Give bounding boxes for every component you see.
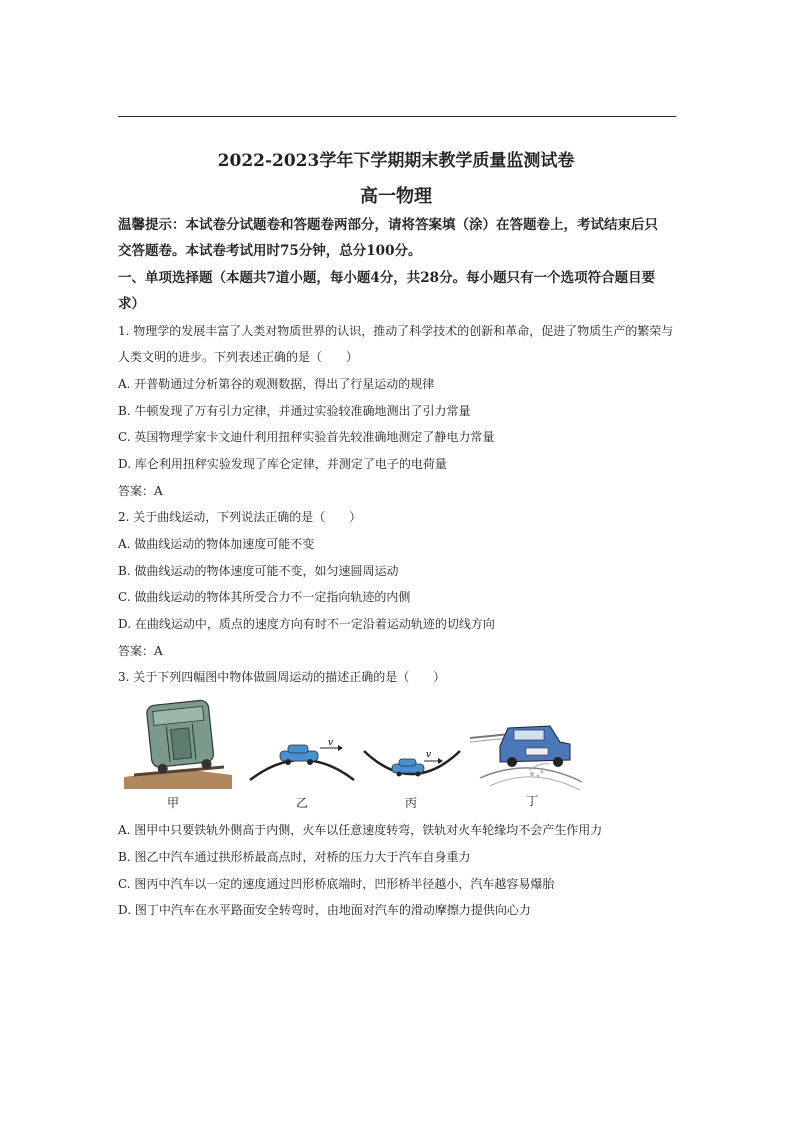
notice-line-2: 交答题卷。本试卷考试用时75分钟，总分100分。 bbox=[118, 243, 422, 259]
q2-option-b: B. 做曲线运动的物体速度可能不变，如匀速圆周运动 bbox=[118, 564, 399, 578]
figure-jia-train-illustration bbox=[124, 697, 232, 792]
q2-option-c: C. 做曲线运动的物体其所受合力不一定指向轨迹的内侧 bbox=[118, 590, 411, 604]
q1-stem-line-2: 人类文明的进步。下列表述正确的是（ ） bbox=[118, 350, 359, 364]
header-rule bbox=[118, 116, 676, 117]
exam-title: 2022-2023学年下学期期末教学质量监测试卷 bbox=[217, 151, 575, 171]
figure-label-yi: 乙 bbox=[296, 796, 309, 810]
q1-option-b: B. 牛顿发现了万有引力定律，并通过实验较准确地测出了引力常量 bbox=[118, 404, 471, 418]
q2-option-a: A. 做曲线运动的物体加速度可能不变 bbox=[118, 537, 315, 551]
q2-stem: 2. 关于曲线运动，下列说法正确的是（ ） bbox=[118, 510, 362, 524]
figure-ding-car-turning bbox=[470, 716, 585, 792]
q1-option-a: A. 开普勒通过分析第谷的观测数据，得出了行星运动的规律 bbox=[118, 377, 435, 391]
q1-stem-line-1: 1. 物理学的发展丰富了人类对物质世界的认识，推动了科学技术的创新和革命，促进了物质生产的繁荣与 bbox=[118, 324, 674, 338]
velocity-label: v bbox=[426, 750, 432, 760]
q1-answer: 答案：A bbox=[118, 484, 163, 498]
car-icon bbox=[280, 745, 318, 765]
figure-yi-arch-bridge bbox=[248, 735, 356, 785]
figure-label-jia: 甲 bbox=[167, 796, 180, 810]
section-heading-line-1: 一、单项选择题（本题共7道小题，每小题4分，共28分。每小题只有一个选项符合题目要 bbox=[118, 270, 656, 286]
q3-option-a: A. 图甲中只要铁轨外侧高于内侧，火车以任意速度转弯，铁轨对火车轮缘均不会产生作用力 bbox=[118, 823, 603, 837]
q1-option-c: C. 英国物理学家卡文迪什利用扭秤实验首先较准确地测定了静电力常量 bbox=[118, 430, 495, 444]
notice-line-1: 温馨提示：本试卷分试题卷和答题卷两部分，请将答案填（涂）在答题卷上，考试结束后只 bbox=[118, 217, 658, 233]
section-heading-line-2: 求） bbox=[118, 296, 145, 312]
figure-label-ding: 丁 bbox=[526, 794, 539, 808]
q3-stem: 3. 关于下列四幅图中物体做圆周运动的描述正确的是（ ） bbox=[118, 670, 446, 684]
figure-bing-concave-bridge bbox=[362, 745, 462, 785]
subject-title: 高一物理 bbox=[360, 186, 432, 207]
q2-option-d: D. 在曲线运动中，质点的速度方向有时不一定沿着运动轨迹的切线方向 bbox=[118, 617, 495, 631]
q1-option-d: D. 库仑利用扭秤实验发现了库仑定律，并测定了电子的电荷量 bbox=[118, 457, 447, 471]
car-icon bbox=[500, 726, 570, 767]
velocity-label: v bbox=[328, 738, 334, 748]
q2-answer: 答案：A bbox=[118, 644, 163, 658]
figure-label-bing: 丙 bbox=[405, 796, 418, 810]
q3-option-c: C. 图丙中汽车以一定的速度通过凹形桥底端时，凹形桥半径越小，汽车越容易爆胎 bbox=[118, 877, 555, 891]
q3-option-b: B. 图乙中汽车通过拱形桥最高点时，对桥的压力大于汽车自身重力 bbox=[118, 850, 471, 864]
q3-option-d: D. 图丁中汽车在水平路面安全转弯时，由地面对汽车的滑动摩擦力提供向心力 bbox=[118, 903, 531, 917]
